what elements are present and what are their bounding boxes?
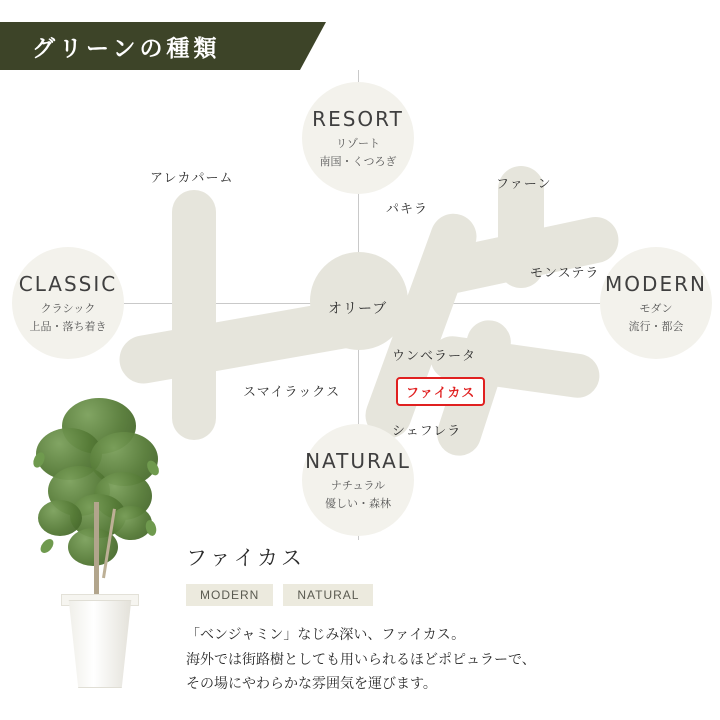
description-line: 海外では街路樹としても用いられるほどポピュラーで、 [186, 650, 536, 667]
plant-trunk [94, 502, 99, 598]
axis-pole-natural [302, 424, 414, 536]
tag-natural: NATURAL [283, 584, 373, 606]
plant-photo [28, 388, 168, 688]
item-label-areca: アレカパーム [150, 170, 234, 185]
pole-name: NATURAL [305, 449, 411, 473]
pole-sub2: 上品・落ち着き [29, 321, 107, 333]
page-title: グリーンの種類 [32, 34, 221, 62]
pole-sub1: ナチュラル [330, 480, 386, 492]
description-body [186, 622, 706, 696]
item-label-smilax: スマイラックス [243, 384, 341, 399]
plant-pot [66, 600, 134, 688]
item-label-umbellata: ウンベラータ [392, 348, 477, 363]
item-label-schefflera: シェフレラ [392, 423, 462, 438]
header-banner [0, 22, 300, 70]
description-line: その場にやわらかな雰囲気を運びます。 [186, 675, 437, 691]
pole-name: RESORT [312, 107, 404, 131]
pole-sub2: 流行・都会 [628, 321, 684, 333]
description-title: ファイカス [186, 546, 305, 570]
axis-pole-resort [302, 82, 414, 194]
description-line: 「ベンジャミン」なじみ深い、ファイカス。 [186, 626, 466, 642]
axis-pole-classic [12, 247, 124, 359]
pole-sub1: リゾート [336, 138, 380, 150]
description-block [186, 542, 706, 696]
axis-pole-modern [600, 247, 712, 359]
pole-sub1: クラシック [40, 303, 96, 315]
tag-list [186, 584, 706, 606]
capsule-areca [172, 190, 216, 440]
tag-modern: MODERN [186, 584, 273, 606]
pole-sub1: モダン [639, 303, 673, 315]
pole-sub2: 優しい・森林 [325, 498, 391, 510]
item-label-olive: オリーブ [328, 300, 388, 316]
pole-name: MODERN [605, 272, 707, 296]
pole-sub2: 南国・くつろぎ [319, 156, 397, 168]
item-label-ficus[interactable]: ファイカス [396, 377, 485, 406]
item-label-fern: ファーン [496, 176, 552, 191]
pole-name: CLASSIC [18, 272, 118, 296]
item-label-pachira: パキラ [386, 201, 429, 216]
item-label-monstera: モンステラ [530, 265, 600, 280]
